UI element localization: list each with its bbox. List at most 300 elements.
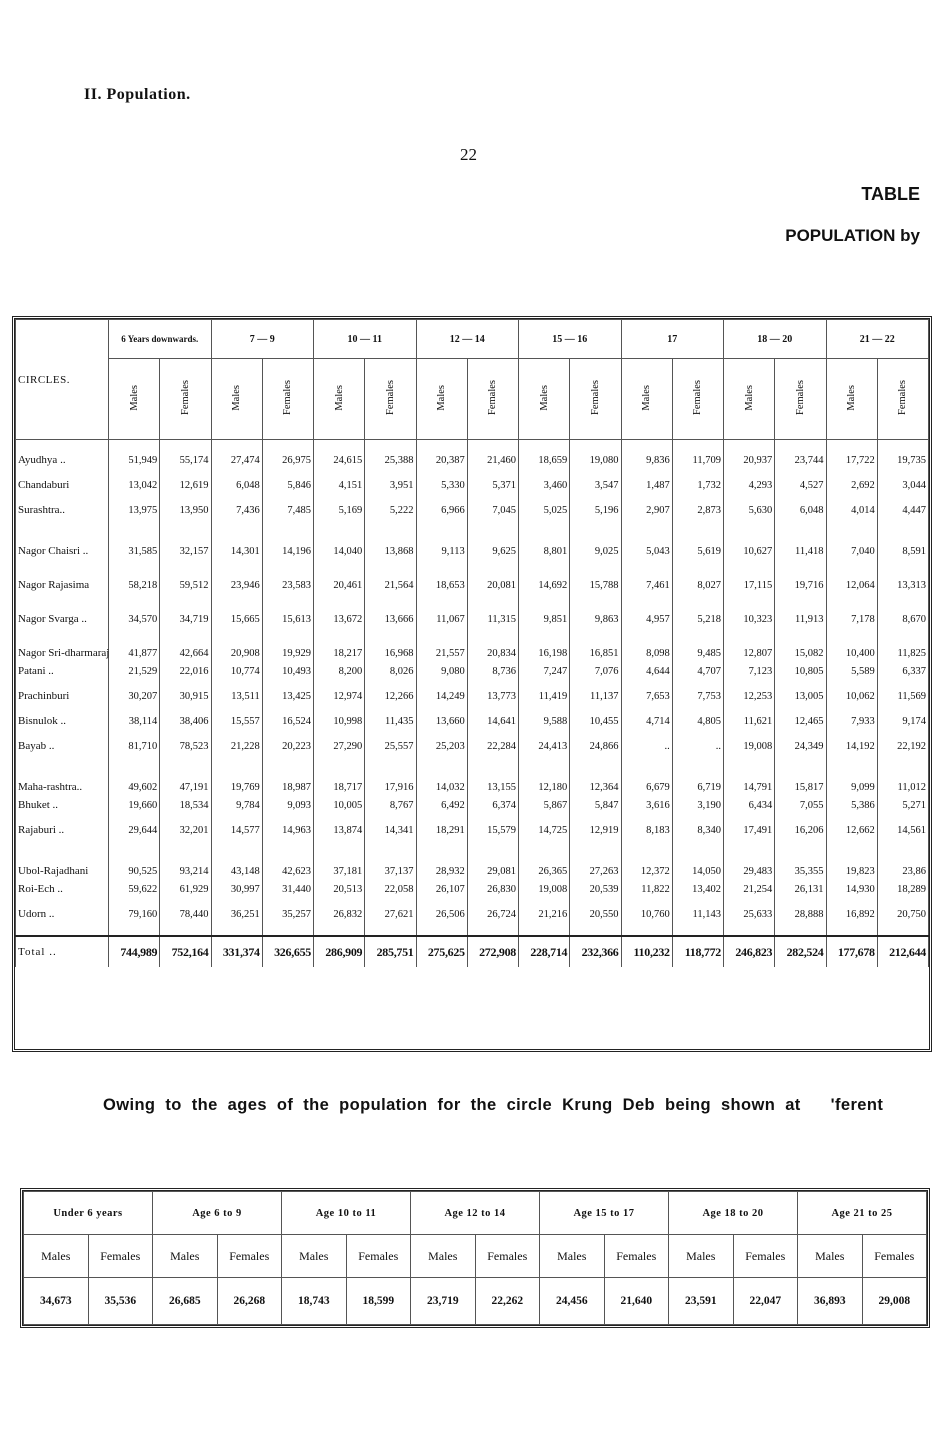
table-row [16,759,929,793]
circle-name: Patani .. [16,659,109,684]
table-cell: 21,529 [109,659,160,684]
females-column-header [160,359,211,440]
table-cell: 3,616 [621,793,672,818]
table-cell: 15,613 [262,591,313,625]
sex-label: Males [231,384,243,411]
table-cell: 11,621 [724,709,775,734]
table-cell: 9,836 [621,448,672,473]
table-cell: 5,222 [365,498,416,523]
age-group-header: 15 — 16 [519,320,622,359]
table-cell: 11,137 [570,684,621,709]
table-cell: 27,621 [365,902,416,927]
table-cell: 20,550 [570,902,621,927]
table-cell: 12,364 [570,759,621,793]
bottom-value-cell: 24,456 [540,1278,605,1325]
circle-name: Maha-rashtra.. [16,759,109,793]
circle-name: Nagor Svarga .. [16,591,109,625]
females-column-header [365,359,416,440]
bottom-age-group-header: Age 18 to 20 [669,1192,798,1235]
table-cell: 31,440 [262,877,313,902]
spacer-row [16,440,929,449]
table-cell: 78,523 [160,734,211,759]
table-cell: 19,660 [109,793,160,818]
table-cell: 18,291 [416,818,467,843]
table-cell: 4,805 [672,709,723,734]
bottom-value-cell: 22,262 [475,1278,540,1325]
table-cell: 32,201 [160,818,211,843]
bottom-males-header: Males [153,1235,218,1278]
circle-name: Bisnulok .. [16,709,109,734]
bottom-females-header: Females [604,1235,669,1278]
circle-name: Bayab .. [16,734,109,759]
bottom-age-group-row [24,1192,927,1235]
bottom-age-group-header: Age 10 to 11 [282,1192,411,1235]
page-number: 22 [460,145,477,164]
males-column-header [109,359,160,440]
table-cell: 16,198 [519,625,570,659]
table-cell: 14,192 [826,734,877,759]
bottom-males-header: Males [24,1235,89,1278]
table-cell: 11,822 [621,877,672,902]
bottom-value-cell: 34,673 [24,1278,89,1325]
table-cell: 12,919 [570,818,621,843]
table-cell: 6,048 [775,498,826,523]
table-cell: 59,622 [109,877,160,902]
bottom-value-cell: 18,599 [346,1278,411,1325]
table-cell: 42,664 [160,625,211,659]
table-cell: 26,506 [416,902,467,927]
table-cell: 15,665 [211,591,262,625]
circle-name: Ayudhya .. [16,448,109,473]
bottom-value-cell: 21,640 [604,1278,669,1325]
table-cell: 11,913 [775,591,826,625]
table-cell: 16,524 [262,709,313,734]
table-cell: 4,293 [724,473,775,498]
table-cell: 81,710 [109,734,160,759]
table-cell: 24,349 [775,734,826,759]
table-cell: 13,672 [314,591,365,625]
circle-name: Bhuket .. [16,793,109,818]
table-cell: 6,048 [211,473,262,498]
sex-label: Females [487,380,499,415]
table-cell: 15,788 [570,557,621,591]
table-cell: 4,714 [621,709,672,734]
circle-name: Prachinburi [16,684,109,709]
bottom-sex-row [24,1235,927,1278]
table-cell: 9,113 [416,523,467,557]
table-row [16,818,929,843]
table-cell: 13,773 [467,684,518,709]
table-cell: 10,774 [211,659,262,684]
table-cell: 8,200 [314,659,365,684]
table-cell: 30,997 [211,877,262,902]
circle-name: Roi-Ech .. [16,877,109,902]
table-cell: 27,290 [314,734,365,759]
total-cell: 326,655 [262,936,313,967]
table-cell: 8,801 [519,523,570,557]
table-cell: 7,123 [724,659,775,684]
table-cell: 24,413 [519,734,570,759]
table-cell: 21,460 [467,448,518,473]
table-cell: 34,719 [160,591,211,625]
table-cell: 31,585 [109,523,160,557]
table-cell: 9,174 [877,709,928,734]
males-column-header [519,359,570,440]
table-cell: 30,915 [160,684,211,709]
table-cell: 13,005 [775,684,826,709]
table-cell: 13,155 [467,759,518,793]
sex-header-row [16,359,929,440]
table-cell: 20,908 [211,625,262,659]
table-cell: 5,846 [262,473,313,498]
table-cell: 10,323 [724,591,775,625]
bottom-value-cell: 35,536 [88,1278,153,1325]
table-cell: 12,662 [826,818,877,843]
females-column-header [570,359,621,440]
table-cell: 13,425 [262,684,313,709]
total-cell: 744,989 [109,936,160,967]
table-cell: .. [672,734,723,759]
footnote-sentence: Owing to the ages of the population for the circle Krung Deb being shown at [103,1096,801,1114]
table-cell: 18,289 [877,877,928,902]
table-cell: 7,653 [621,684,672,709]
total-cell: 110,232 [621,936,672,967]
table-cell: 11,418 [775,523,826,557]
bottom-females-header: Females [475,1235,540,1278]
table-cell: 5,025 [519,498,570,523]
table-cell: 5,371 [467,473,518,498]
females-column-header [775,359,826,440]
table-cell: 35,355 [775,843,826,877]
table-cell: 23,583 [262,557,313,591]
table-cell: 18,534 [160,793,211,818]
table-cell: 20,461 [314,557,365,591]
table-cell: 9,784 [211,793,262,818]
table-cell: 9,588 [519,709,570,734]
sex-label: Males [538,384,550,411]
age-group-header: 12 — 14 [416,320,519,359]
total-cell: 275,625 [416,936,467,967]
table-cell: 21,564 [365,557,416,591]
table-cell: 5,619 [672,523,723,557]
bottom-males-header: Males [798,1235,863,1278]
table-cell: 12,253 [724,684,775,709]
table-cell: 22,016 [160,659,211,684]
table-cell: 32,157 [160,523,211,557]
table-cell: 11,143 [672,902,723,927]
table-subtitle: POPULATION by [785,226,920,245]
table-cell: 26,830 [467,877,518,902]
table-cell: 37,137 [365,843,416,877]
table-cell: 4,014 [826,498,877,523]
table-cell: 10,627 [724,523,775,557]
bottom-age-group-header: Age 15 to 17 [540,1192,669,1235]
table-cell: 26,131 [775,877,826,902]
table-cell: 7,247 [519,659,570,684]
table-cell: 58,218 [109,557,160,591]
males-column-header [724,359,775,440]
table-cell: 19,080 [570,448,621,473]
table-row [16,498,929,523]
bottom-value-cell: 23,591 [669,1278,734,1325]
circle-name: Rajaburi .. [16,818,109,843]
table-row [16,684,929,709]
table-cell: 11,709 [672,448,723,473]
table-cell: 3,547 [570,473,621,498]
bottom-females-header: Females [862,1235,927,1278]
table-cell: 17,916 [365,759,416,793]
table-row [16,793,929,818]
table-cell: 2,873 [672,498,723,523]
table-cell: 21,216 [519,902,570,927]
sex-label: Females [692,380,704,415]
table-row [16,902,929,927]
circle-name: Chandaburi [16,473,109,498]
table-cell: 13,042 [109,473,160,498]
table-cell: 79,160 [109,902,160,927]
table-cell: 8,767 [365,793,416,818]
table-cell: 8,670 [877,591,928,625]
table-cell: 18,653 [416,557,467,591]
females-column-header [672,359,723,440]
table-row [16,473,929,498]
table-cell: 41,877 [109,625,160,659]
table-row [16,877,929,902]
table-cell: 17,491 [724,818,775,843]
sex-label: Females [794,380,806,415]
circle-name: Surashtra.. [16,498,109,523]
table-cell: 12,180 [519,759,570,793]
table-cell: 14,725 [519,818,570,843]
table-cell: 20,539 [570,877,621,902]
table-cell: 20,834 [467,625,518,659]
bottom-age-group-header: Under 6 years [24,1192,153,1235]
bottom-age-group-header: Age 12 to 14 [411,1192,540,1235]
males-column-header [416,359,467,440]
table-cell: 9,851 [519,591,570,625]
table-cell: 8,183 [621,818,672,843]
table-cell: 38,406 [160,709,211,734]
table-cell: 6,966 [416,498,467,523]
table-row [16,448,929,473]
age-group-header-row [16,320,929,359]
population-by-age-table [15,319,929,967]
table-row [16,709,929,734]
table-cell: 93,214 [160,843,211,877]
table-cell: 11,435 [365,709,416,734]
table-cell: 6,337 [877,659,928,684]
table-cell: 18,659 [519,448,570,473]
table-cell: 14,577 [211,818,262,843]
table-cell: 14,561 [877,818,928,843]
table-cell: 20,513 [314,877,365,902]
bottom-age-group-header: Age 6 to 9 [153,1192,282,1235]
table-row [16,625,929,659]
total-row [16,936,929,967]
table-cell: 12,807 [724,625,775,659]
table-cell: 49,602 [109,759,160,793]
table-cell: 9,863 [570,591,621,625]
table-cell: 7,040 [826,523,877,557]
population-table-body [16,440,929,968]
table-cell: 8,736 [467,659,518,684]
table-cell: 2,692 [826,473,877,498]
table-cell: 21,557 [416,625,467,659]
table-cell: 26,724 [467,902,518,927]
table-cell: 23,744 [775,448,826,473]
table-cell: 10,805 [775,659,826,684]
table-cell: 25,388 [365,448,416,473]
table-cell: 24,866 [570,734,621,759]
table-cell: 16,851 [570,625,621,659]
table-cell: 12,266 [365,684,416,709]
table-cell: 7,055 [775,793,826,818]
bottom-females-header: Females [733,1235,798,1278]
table-cell: 38,114 [109,709,160,734]
males-column-header [314,359,365,440]
total-cell: 212,644 [877,936,928,967]
table-cell: 12,372 [621,843,672,877]
table-cell: 3,190 [672,793,723,818]
table-cell: 20,937 [724,448,775,473]
table-cell: 6,679 [621,759,672,793]
bottom-value-cell: 23,719 [411,1278,476,1325]
table-cell: 14,641 [467,709,518,734]
total-cell: 752,164 [160,936,211,967]
table-cell: 27,263 [570,843,621,877]
table-cell: 1,732 [672,473,723,498]
females-column-header [877,359,928,440]
table-cell: 18,217 [314,625,365,659]
table-cell: 14,791 [724,759,775,793]
table-cell: 10,062 [826,684,877,709]
table-cell: 6,434 [724,793,775,818]
circle-name: Udorn .. [16,902,109,927]
table-cell: 6,492 [416,793,467,818]
table-cell: 10,400 [826,625,877,659]
circle-name: Nagor Rajasima [16,557,109,591]
table-cell: 26,832 [314,902,365,927]
sex-label: Females [282,380,294,415]
table-cell: 22,192 [877,734,928,759]
table-cell: 23,86 [877,843,928,877]
table-cell: 10,760 [621,902,672,927]
males-column-header [211,359,262,440]
table-cell: 4,151 [314,473,365,498]
table-cell: 5,330 [416,473,467,498]
table-cell: 14,040 [314,523,365,557]
table-cell: 13,874 [314,818,365,843]
table-cell: 13,950 [160,498,211,523]
table-cell: 8,027 [672,557,723,591]
table-cell: 16,968 [365,625,416,659]
table-cell: 9,093 [262,793,313,818]
table-cell: 7,045 [467,498,518,523]
table-cell: 7,485 [262,498,313,523]
females-column-header [262,359,313,440]
table-cell: 5,271 [877,793,928,818]
circle-name: Nagor Chaisri .. [16,523,109,557]
males-column-header [826,359,877,440]
table-cell: 18,717 [314,759,365,793]
total-cell: 118,772 [672,936,723,967]
table-cell: 26,107 [416,877,467,902]
table-cell: 5,589 [826,659,877,684]
table-cell: 9,080 [416,659,467,684]
table-cell: 22,058 [365,877,416,902]
table-cell: 12,974 [314,684,365,709]
table-cell: 14,963 [262,818,313,843]
table-row [16,591,929,625]
table-cell: 21,228 [211,734,262,759]
table-cell: 51,949 [109,448,160,473]
bottom-males-header: Males [282,1235,347,1278]
bottom-value-cell: 22,047 [733,1278,798,1325]
table-cell: 5,867 [519,793,570,818]
table-cell: 11,067 [416,591,467,625]
age-group-header: 10 — 11 [314,320,417,359]
table-cell: 6,374 [467,793,518,818]
table-cell: 5,847 [570,793,621,818]
table-cell: 61,929 [160,877,211,902]
table-cell: 22,284 [467,734,518,759]
table-cell: 19,769 [211,759,262,793]
population-table-frame [12,316,932,1052]
table-cell: 11,012 [877,759,928,793]
table-cell: 20,387 [416,448,467,473]
table-cell: 14,301 [211,523,262,557]
table-cell: 29,081 [467,843,518,877]
bottom-value-cell: 36,893 [798,1278,863,1325]
table-cell: 36,251 [211,902,262,927]
table-cell: 12,619 [160,473,211,498]
age-group-header: 17 [621,320,724,359]
circle-name: Nagor Sri-dharmaraj [16,625,109,659]
footnote-text [103,1096,883,1115]
table-cell: 14,249 [416,684,467,709]
sex-label: Females [179,380,191,415]
footnote-fragment: 'ferent [830,1096,884,1114]
total-cell: 232,366 [570,936,621,967]
bottom-value-cell: 26,685 [153,1278,218,1325]
table-row [16,523,929,557]
total-cell: 228,714 [519,936,570,967]
table-cell: 3,460 [519,473,570,498]
females-column-header [467,359,518,440]
table-cell: 17,722 [826,448,877,473]
table-cell: 28,932 [416,843,467,877]
bottom-value-cell: 18,743 [282,1278,347,1325]
table-cell: 3,044 [877,473,928,498]
total-label: Total .. [16,936,109,967]
table-cell: 10,455 [570,709,621,734]
table-cell: 5,218 [672,591,723,625]
table-cell: 13,868 [365,523,416,557]
table-cell: 5,386 [826,793,877,818]
table-cell: 15,082 [775,625,826,659]
table-cell: .. [621,734,672,759]
table-cell: 15,817 [775,759,826,793]
table-cell: 29,483 [724,843,775,877]
table-cell: 7,933 [826,709,877,734]
table-cell: 19,716 [775,557,826,591]
table-cell: 26,365 [519,843,570,877]
table-cell: 16,206 [775,818,826,843]
table-cell: 8,098 [621,625,672,659]
sex-label: Males [743,384,755,411]
table-cell: 8,340 [672,818,723,843]
table-cell: 7,461 [621,557,672,591]
